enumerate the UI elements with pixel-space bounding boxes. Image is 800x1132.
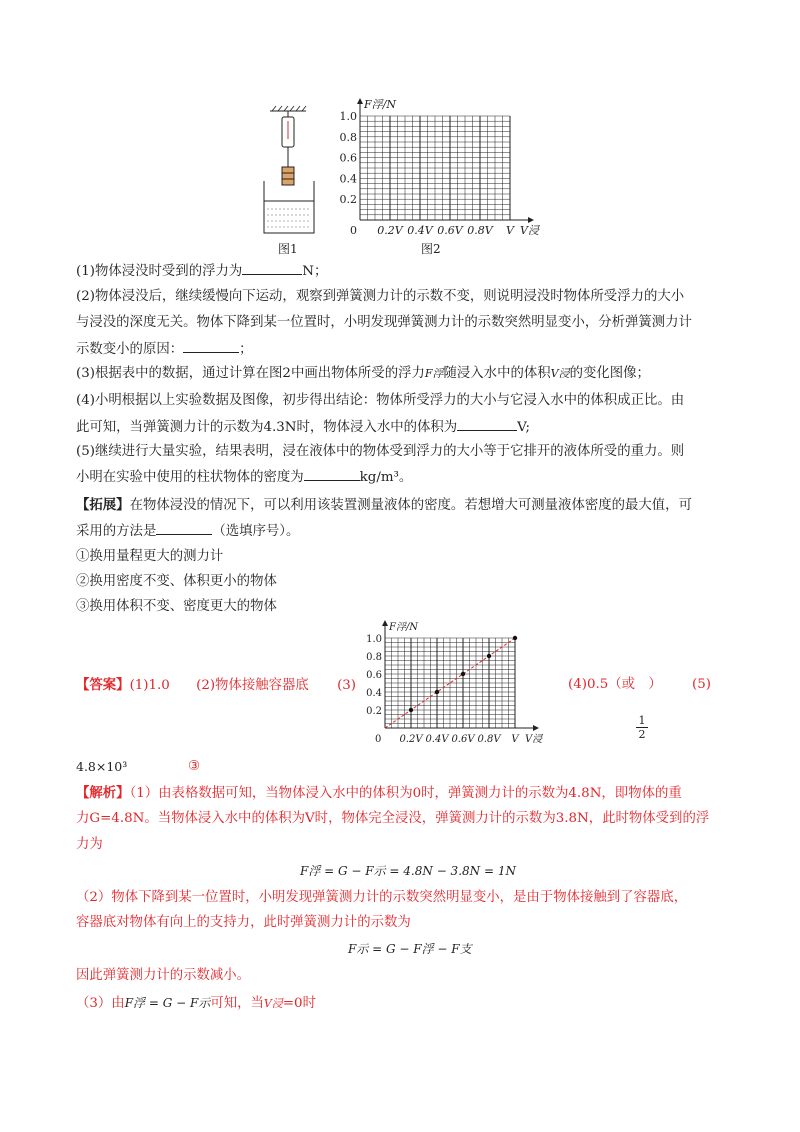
- y-axis-label: F浮/N: [364, 98, 396, 111]
- analysis-1-line-2: 力G=4.8N。当物体浸入水中的体积为V时，物体完全浸没，弹簧测力计的示数为3.8N，此时物体受到的浮: [76, 811, 710, 826]
- figure1-caption: 图1: [278, 242, 298, 256]
- x-axis-arrow: [533, 725, 539, 731]
- option-1: ①换用量程更大的测力计: [76, 549, 224, 564]
- option-2: ②换用密度不变、体积更小的物体: [76, 574, 277, 589]
- analysis-1-line-3: 力为: [76, 837, 103, 852]
- figure1-apparatus: [258, 95, 328, 245]
- x-tick-label: V: [506, 224, 514, 237]
- analysis-2-line-1: （2）物体下降到某一位置时，小明发现弹簧测力计的示数突然明显变小，是由于物体接触到了容器底，: [76, 890, 688, 905]
- y-tick-label: 1.0: [339, 110, 357, 123]
- y-tick-label: 0.8: [339, 130, 357, 144]
- formula-scale-reading: F示 = G − F浮 − F支: [348, 942, 472, 956]
- x-tick-label: V: [511, 734, 519, 745]
- question-3: (3)根据表中的数据，通过计算在图2中画出物体所受的浮力F浮随浸入水中的体积V浸的变化图像；: [76, 366, 650, 381]
- question-4-line-2: 此可知，当弹簧测力计的示数为4.3N时，物体浸入水中的体积为 V;: [76, 420, 531, 435]
- data-point: [409, 708, 413, 712]
- answer-chart: [365, 618, 543, 748]
- question-2-line-3: 示数变小的原因： ；: [76, 342, 253, 357]
- x-tick-label: 0.4V: [407, 224, 433, 237]
- x-axis-label: V浸: [520, 224, 539, 237]
- question-5-line-2: 小明在实验中使用的柱状物体的密度为 kg/m³。: [76, 470, 413, 485]
- grid: [385, 638, 515, 728]
- x-tick-label: 0.8V: [467, 224, 493, 237]
- y-tick-label: 0.4: [339, 172, 357, 186]
- answer-4: (4)0.5（或 ）: [568, 677, 662, 692]
- y-tick-label: 0.4: [366, 688, 382, 699]
- data-point: [435, 690, 439, 694]
- analysis-2-line-3: 因此弹簧测力计的示数减小。: [76, 968, 251, 983]
- data-point: [487, 654, 491, 658]
- figure2-caption: 图2: [421, 242, 441, 256]
- y-tick-label: 0.6: [339, 151, 357, 165]
- y-tick-label: 0.2: [366, 706, 382, 717]
- y-tick-label: 0.6: [366, 670, 382, 681]
- x-axis-label: V浸: [525, 734, 543, 745]
- formula-buoyancy: F浮 = G − F示 = 4.8N − 3.8N = 1N: [300, 864, 516, 878]
- answer-5-value: 4.8×10³: [76, 759, 128, 774]
- question-2-line-1: (2)物体浸没后，继续缓慢向下运动，观察到弹簧测力计的示数不变，则说明浸没时物体所受浮力的大小: [76, 289, 685, 304]
- analysis-2-line-2: 容器底对物体有向上的支持力，此时弹簧测力计的示数为: [76, 915, 411, 930]
- y-axis-arrow: [357, 98, 363, 104]
- x-tick-label: 0.2V: [377, 224, 403, 237]
- option-3: ③换用体积不变、密度更大的物体: [76, 599, 277, 614]
- y-tick-label: 1.0: [366, 634, 382, 645]
- x-tick-label: 0: [375, 734, 382, 745]
- x-tick-label: 0.6V: [437, 224, 463, 237]
- x-tick-label: 0: [350, 224, 357, 237]
- x-tick-label: 0.4V: [425, 734, 449, 745]
- data-point: [461, 672, 465, 676]
- x-axis-arrow: [528, 217, 534, 223]
- answer-4-fraction: 1 2: [636, 714, 648, 741]
- answer-extension: ③: [188, 759, 201, 774]
- figure2-empty-grid: [330, 88, 550, 248]
- x-tick-label: 0.6V: [451, 734, 475, 745]
- y-tick-label: 0.8: [366, 652, 382, 663]
- answer-row: 【答案】(1)1.0 (2)物体接触容器底 (3): [76, 677, 357, 693]
- extension-line-2: 采用的方法是 （选填序号）。: [76, 524, 300, 539]
- grid: [360, 116, 510, 220]
- analysis-1-line-1: 【解析】（1）由表格数据可知，当物体浸入水中的体积为0时，弹簧测力计的示数为4.8N，即物体的重: [76, 785, 682, 801]
- question-1: (1)物体浸没时受到的浮力为 N；: [76, 264, 328, 279]
- extension-line-1: 【拓展】在物体浸没的情况下，可以利用该装置测量液体的密度。若想增大可测量液体密度的最大值，可: [76, 497, 692, 513]
- data-point: [513, 636, 517, 640]
- answer-5-label: (5): [692, 677, 711, 692]
- analysis-3: （3）由F浮 = G − F示可知，当V浸=0时: [76, 996, 316, 1011]
- y-axis-label: F浮/N: [389, 622, 419, 633]
- question-4-line-1: (4)小明根据以上实验数据及图像，初步得出结论：物体所受浮力的大小与它浸入水中的体积成正比。由: [76, 393, 685, 408]
- x-tick-label: 0.2V: [399, 734, 423, 745]
- question-2-line-2: 与浸没的深度无关。物体下降到某一位置时，小明发现弹簧测力计的示数突然明显变小，分析弹簧测力计: [76, 315, 692, 330]
- question-5-line-1: (5)继续进行大量实验，结果表明，浸在液体中的物体受到浮力的大小等于它排开的液体所受的重力。则: [76, 444, 685, 459]
- y-tick-label: 0.2: [339, 193, 357, 207]
- x-tick-label: 0.8V: [477, 734, 501, 745]
- y-axis-arrow: [382, 620, 388, 626]
